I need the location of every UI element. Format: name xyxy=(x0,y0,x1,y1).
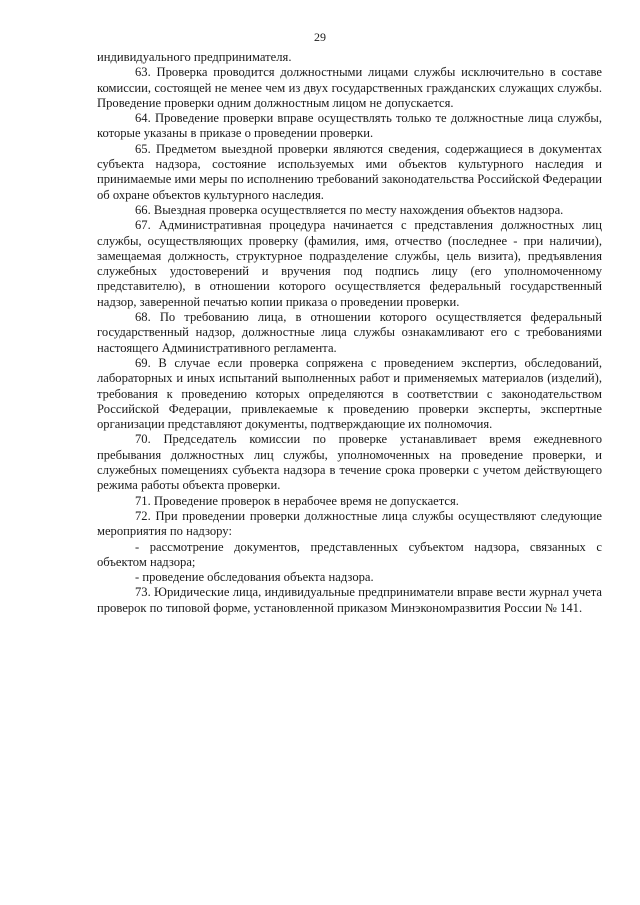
paragraph: 71. Проведение проверок в нерабочее время не допускается. xyxy=(135,493,459,508)
paragraph: 67. Административная процедура начинается с представления должностных лиц службы, осуществляющих проверку (фамилия, имя, отчество (последнее - при наличии), замещаемая должность, структурное подразделение службы, цель визита), предъявления служебных удостоверений и вручения под подпись лицу (его уполномоченному представителю), в отношении которого осуществляется федеральный государственный надзор, заверенной печатью копии приказа о проведении проверки. xyxy=(97,218,602,309)
paragraph: 63. Проверка проводится должностными лицами службы исключительно в составе комиссии, состоящей не менее чем из двух государственных гражданских служащих службы. Проведение проверки одним должностным лицом не допускается. xyxy=(97,65,602,110)
paragraph: - рассмотрение документов, представленных субъектом надзора, связанных с объектом надзора; xyxy=(97,539,602,569)
paragraph: - проведение обследования объекта надзора. xyxy=(135,570,374,585)
document-body xyxy=(97,50,602,616)
paragraph: 70. Председатель комиссии по проверке устанавливает время ежедневного пребывания должностных лиц службы, уполномоченных на проведение проверки, и служебных помещениях субъекта надзора в течение срока проверки с учетом действующего режима работы объекта проверки. xyxy=(97,432,602,493)
paragraph: 66. Выездная проверка осуществляется по месту нахождения объектов надзора. xyxy=(135,202,564,217)
paragraph: 73. Юридические лица, индивидуальные предприниматели вправе вести журнал учета проверок по типовой форме, установленной приказом Минэкономразвития России № 141. xyxy=(97,585,602,615)
paragraph: 64. Проведение проверки вправе осуществлять только те должностные лица службы, которые указаны в приказе о проведении проверки. xyxy=(97,111,602,141)
paragraph: индивидуального предпринимателя. xyxy=(97,50,292,64)
paragraph: 65. Предметом выездной проверки являются сведения, содержащиеся в документах субъекта надзора, состояние используемых ими объектов культурного наследия и принимаемые ими меры по исполнению требований законодательства Российской Федерации об охране объектов культурного наследия. xyxy=(97,141,602,202)
paragraph: 68. По требованию лица, в отношении которого осуществляется федеральный государственный надзор, должностные лица службы ознакамливают его с требованиями настоящего Административного регламента. xyxy=(97,310,602,355)
paragraph: 72. При проведении проверки должностные лица службы осуществляют следующие мероприятия по надзору: xyxy=(97,508,602,539)
page-number: 29 xyxy=(314,30,326,44)
paragraph: 69. В случае если проверка сопряжена с проведением экспертиз, обследований, лабораторных и иных испытаний выполненных работ и применяемых материалов (изделий), требования к проведению которых определяются в соответствии с законодательством Российской Федерации, привлекаемые к проведению проверки эксперты, экспертные организации представляют документы, подтверждающие их полномочия. xyxy=(97,355,602,432)
